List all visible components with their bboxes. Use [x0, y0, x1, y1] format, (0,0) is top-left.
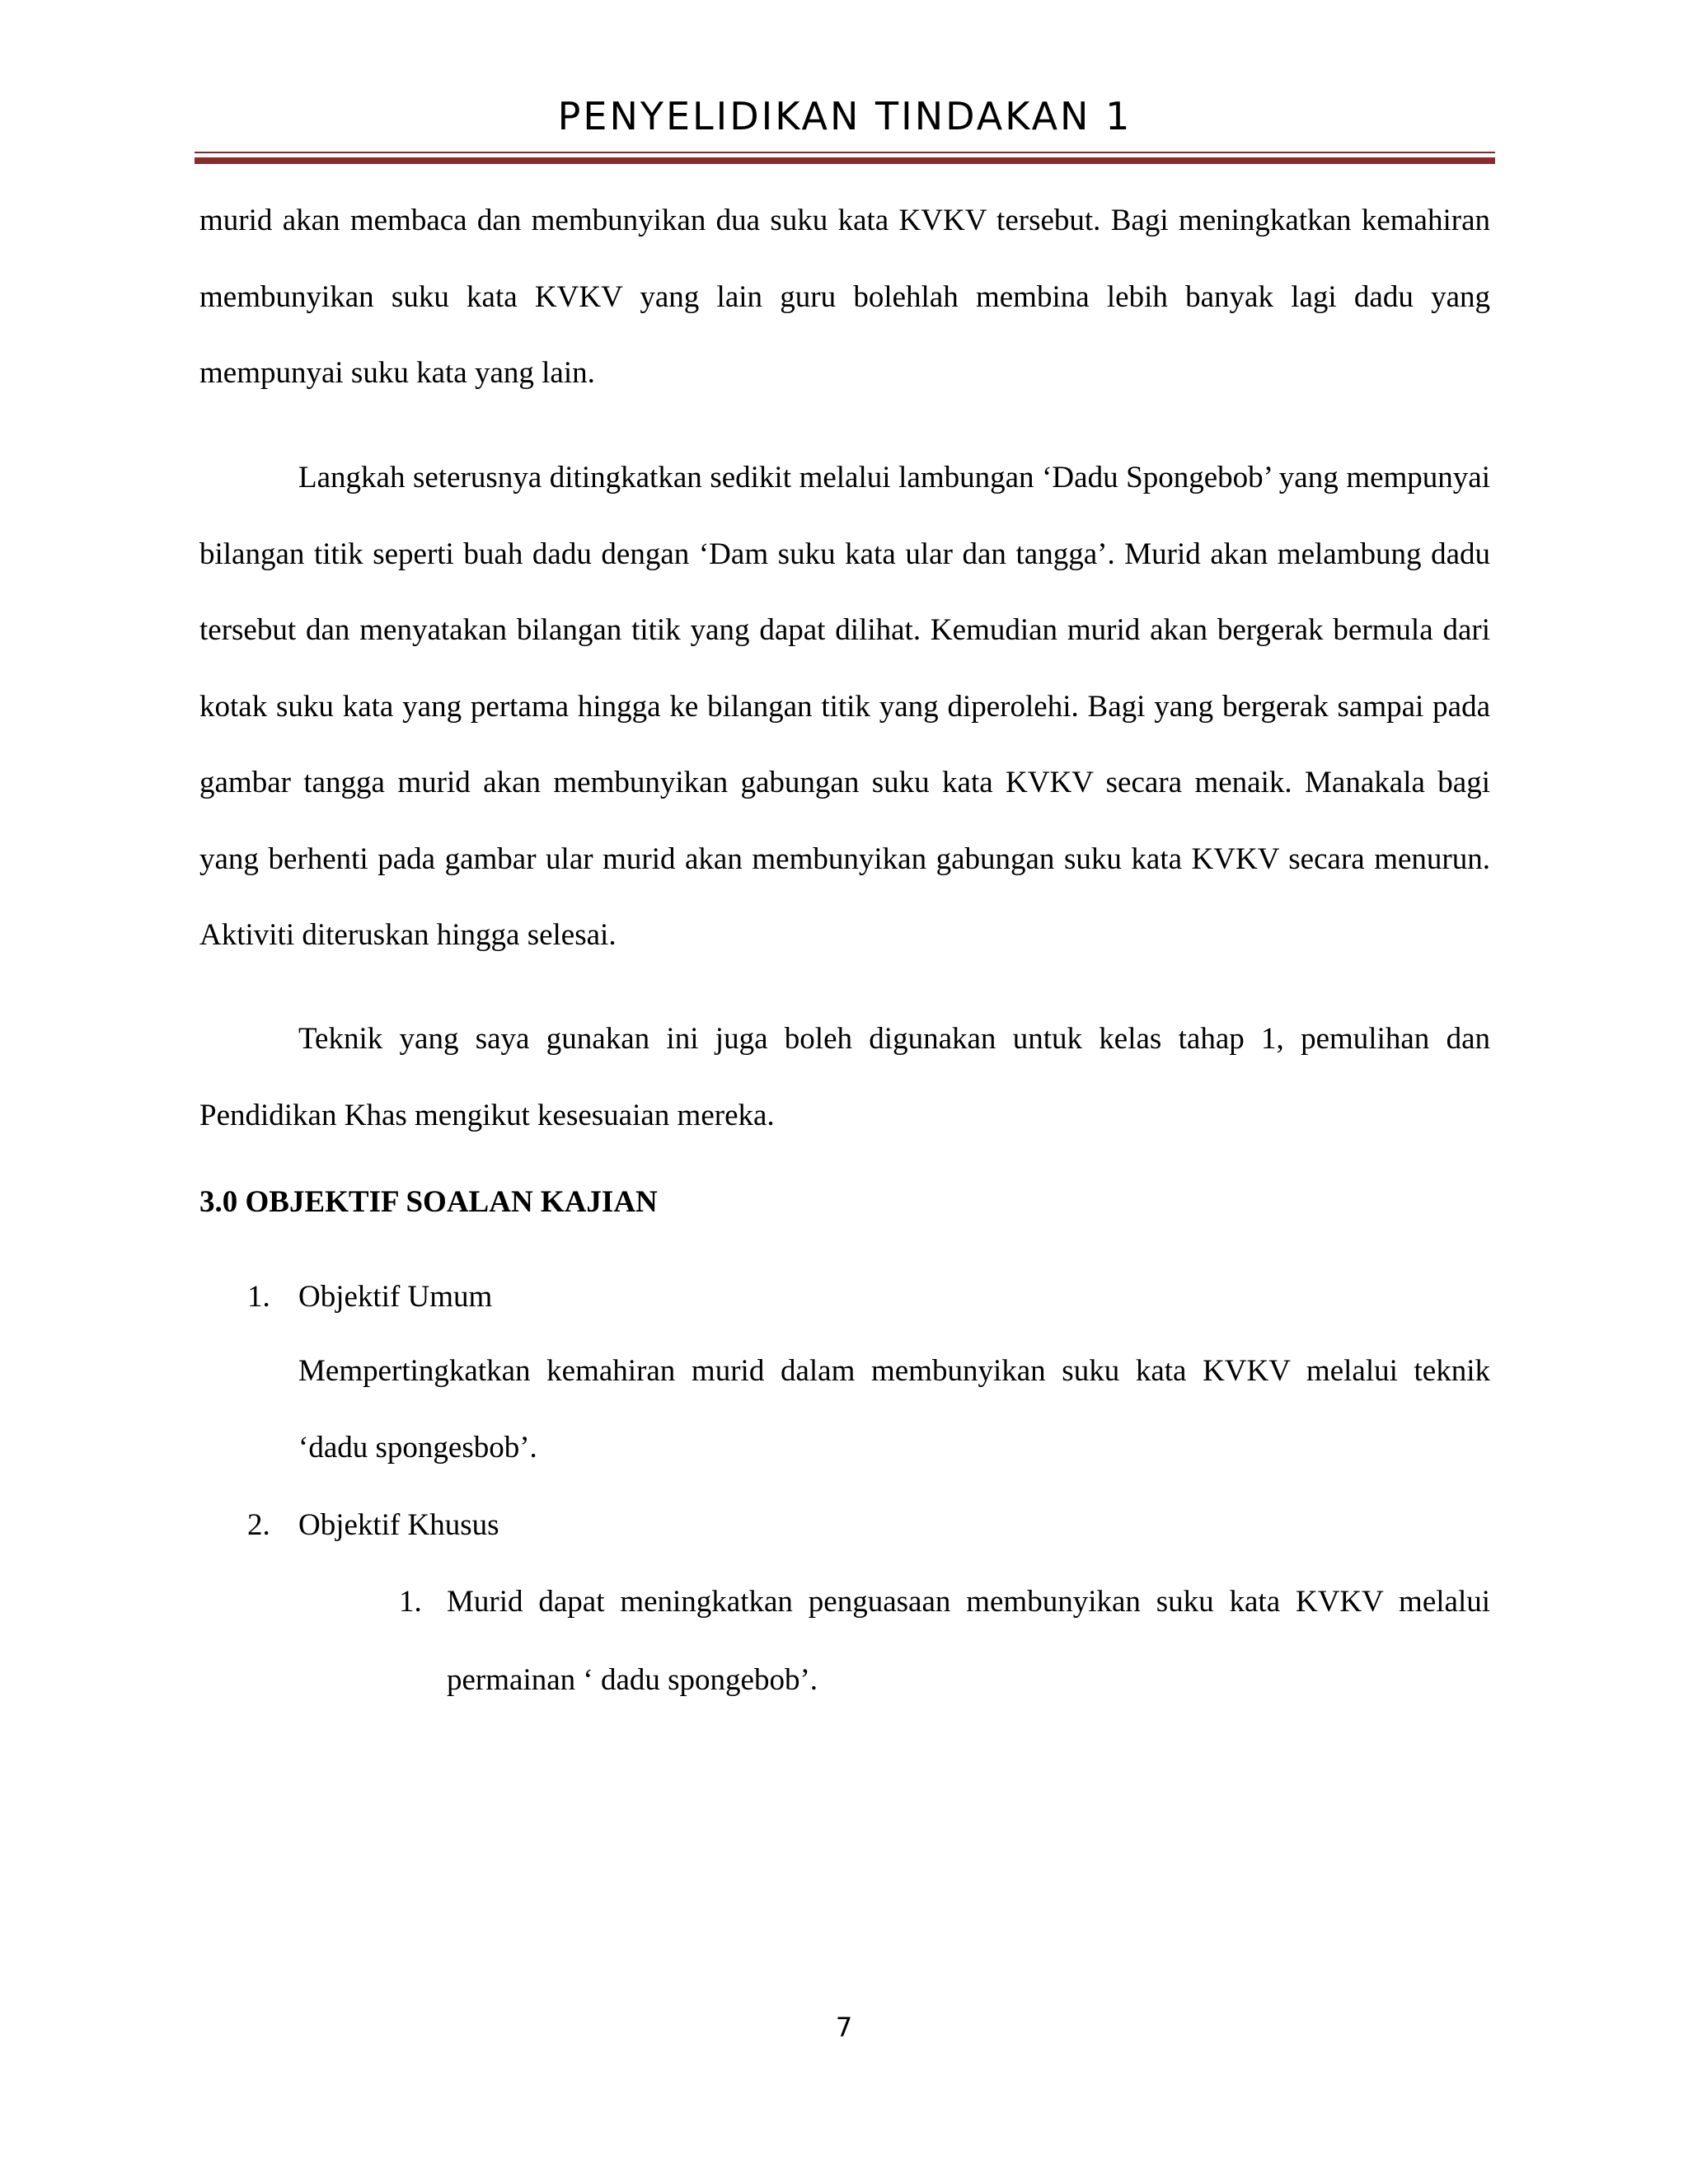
list-item-number: 1. — [247, 1280, 270, 1314]
section-heading: 3.0 OBJEKTIF SOALAN KAJIAN — [199, 1185, 658, 1219]
header-rule-thick — [195, 157, 1495, 164]
sublist-item-number: 1. — [399, 1585, 422, 1619]
page-number: 7 — [835, 2012, 853, 2043]
page-header-title: PENYELIDIKAN TINDAKAN 1 — [557, 94, 1132, 138]
list-item-title: Objektif Khusus — [298, 1508, 499, 1542]
sublist-item-text: Murid dapat meningkatkan penguasaan membunyikan suku kata KVKV melalui permainan ‘ dadu spongebob’. — [447, 1585, 1490, 1697]
list-item-description: Mempertingkatkan kemahiran murid dalam membunyikan suku kata KVKV melalui teknik ‘dadu spongesbob’. — [298, 1354, 1490, 1465]
body-paragraph-3: Teknik yang saya gunakan ini juga boleh digunakan untuk kelas tahap 1, pemulihan dan Pendidikan Khas mengikut kesesuaian mereka. — [199, 1022, 1490, 1132]
body-paragraph-2: Langkah seterusnya ditingkatkan sedikit melalui lambungan ‘Dadu Spongebob’ yang mempunyai bilangan titik seperti buah dadu dengan ‘Dam suku kata ular dan tangga’. Murid akan melambung dadu tersebut dan menyatakan bilangan titik yang dapat dilihat. Kemudian murid akan bergerak bermula dari kotak suku kata yang pertama hingga ke bilangan titik yang diperolehi. Bagi yang bergerak sampai pada gambar tangga murid akan membunyikan gabungan suku kata KVKV secara menaik. Manakala bagi yang berhenti pada gambar ular murid akan membunyikan gabungan suku kata KVKV secara menurun. Aktiviti diteruskan hingga selesai. — [199, 461, 1490, 952]
body-paragraph-1: murid akan membaca dan membunyikan dua suku kata KVKV tersebut. Bagi meningkatkan kemahiran membunyikan suku kata KVKV yang lain guru bolehlah membina lebih banyak lagi dadu yang mempunyai suku kata yang lain. — [199, 204, 1490, 390]
list-item-title: Objektif Umum — [298, 1280, 493, 1314]
header-rule-thin — [195, 152, 1495, 153]
list-item-number: 2. — [247, 1508, 270, 1542]
